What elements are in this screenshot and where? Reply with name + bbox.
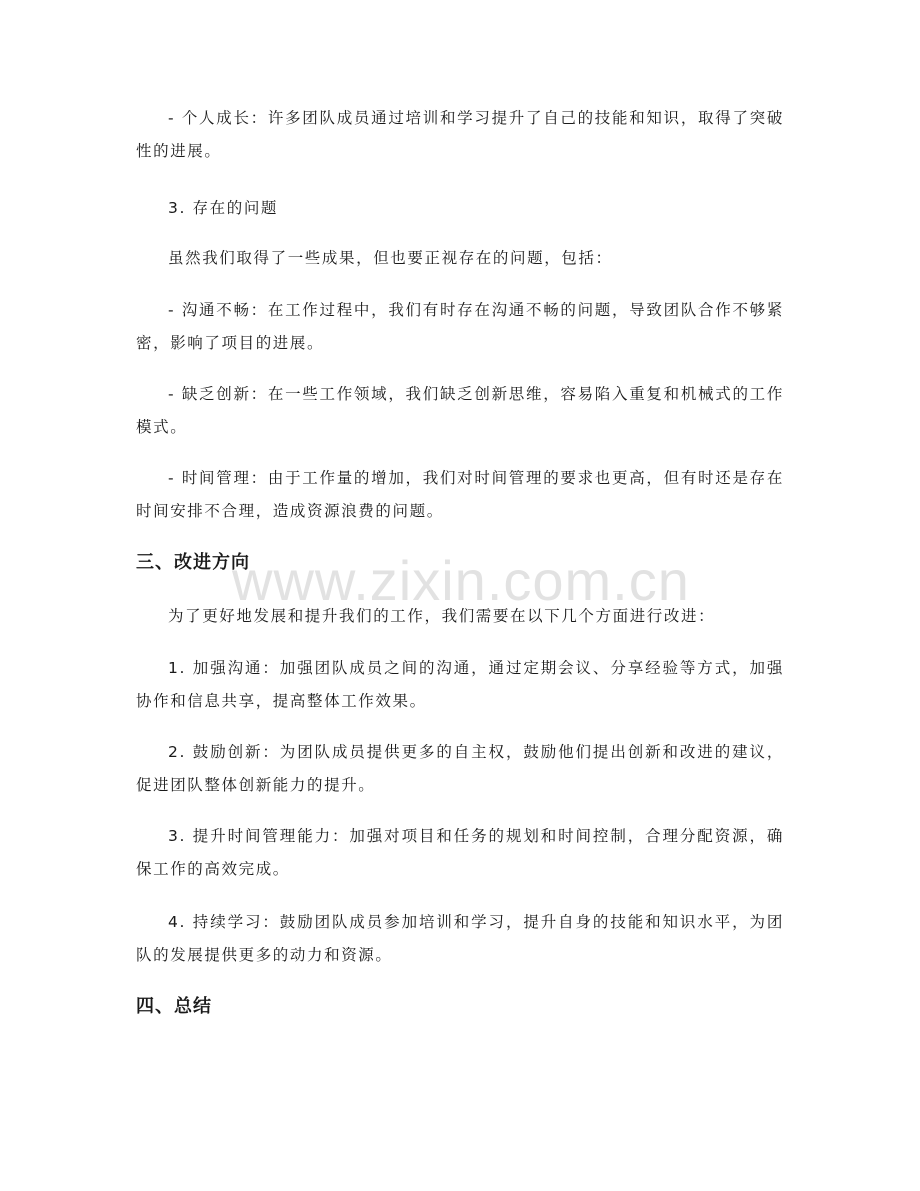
section-heading-improvement: 三、改进方向 <box>136 552 250 573</box>
section-heading-summary: 四、总结 <box>136 996 212 1017</box>
paragraph-problems-intro: 虽然我们取得了一些成果，但也要正视存在的问题，包括： <box>168 249 613 267</box>
list-item-improvement-2: 2. 鼓励创新：为团队成员提供更多的自主权，鼓励他们提出创新和改进的建议，促进团队整体创新能力的提升。 <box>136 743 784 794</box>
watermark: www.zixin.com.cn <box>232 549 690 612</box>
list-item-improvement-1: 1. 加强沟通：加强团队成员之间的沟通，通过定期会议、分享经验等方式，加强协作和信息共享，提高整体工作效果。 <box>136 659 784 710</box>
paragraph-innovation: - 缺乏创新：在一些工作领域，我们缺乏创新思维，容易陷入重复和机械式的工作模式。 <box>136 385 784 436</box>
paragraph-time-management: - 时间管理：由于工作量的增加，我们对时间管理的要求也更高，但有时还是存在时间安排不合理，造成资源浪费的问题。 <box>136 469 784 520</box>
list-item-improvement-4: 4. 持续学习：鼓励团队成员参加培训和学习，提升自身的技能和知识水平，为团队的发展提供更多的动力和资源。 <box>136 913 784 964</box>
subheading-problems: 3. 存在的问题 <box>168 199 279 217</box>
paragraph-communication: - 沟通不畅：在工作过程中，我们有时存在沟通不畅的问题，导致团队合作不够紧密，影响了项目的进展。 <box>136 301 784 352</box>
list-item-improvement-3: 3. 提升时间管理能力：加强对项目和任务的规划和时间控制，合理分配资源，确保工作的高效完成。 <box>136 827 784 878</box>
paragraph-improvement-intro: 为了更好地发展和提升我们的工作，我们需要在以下几个方面进行改进： <box>168 607 716 625</box>
paragraph-personal-growth: - 个人成长：许多团队成员通过培训和学习提升了自己的技能和知识，取得了突破性的进展。 <box>136 109 784 160</box>
